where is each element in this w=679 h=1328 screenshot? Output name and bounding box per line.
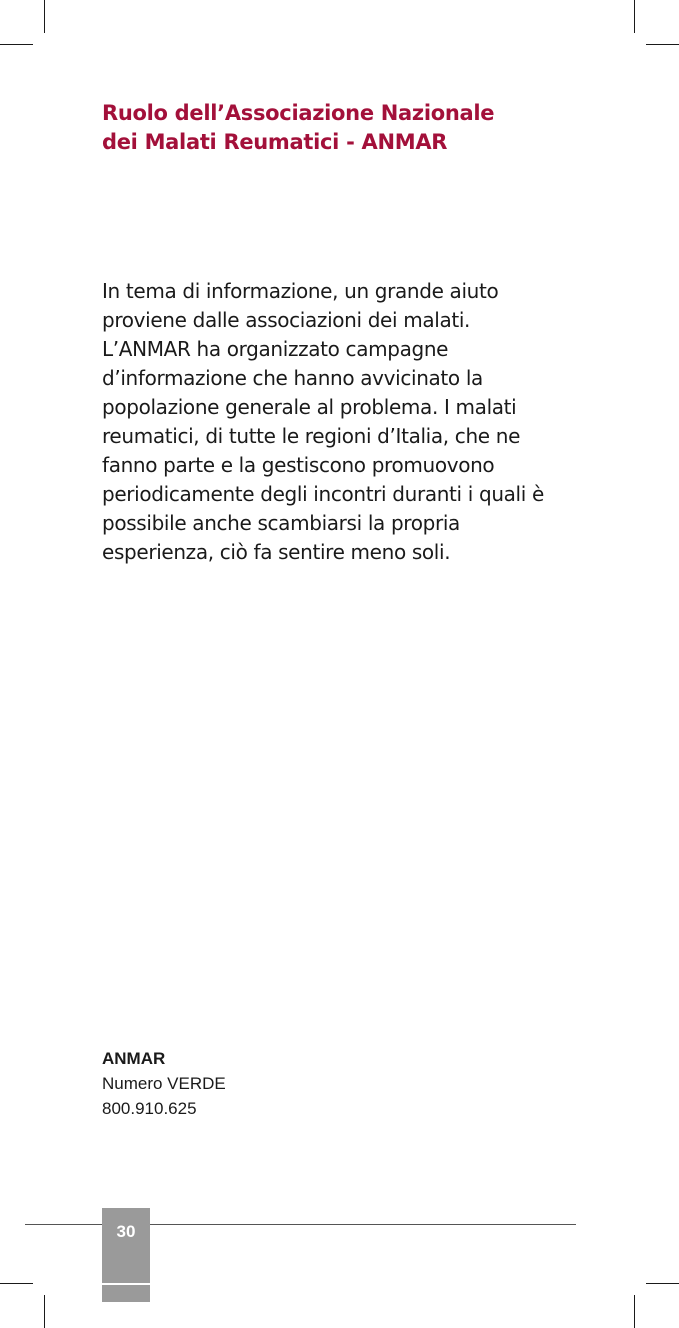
page-number-tab-base	[102, 1285, 150, 1302]
crop-mark-bottom-right-vertical	[634, 1295, 635, 1328]
page-number-tab	[102, 1208, 150, 1283]
body-line: d’informazione che hanno avvicinato la	[102, 366, 483, 390]
body-paragraph	[102, 277, 602, 567]
contact-label: Numero VERDE	[102, 1074, 226, 1093]
crop-mark-top-right-vertical	[634, 0, 635, 33]
crop-mark-top-left-vertical	[44, 0, 45, 33]
crop-mark-bottom-left-vertical	[44, 1295, 45, 1328]
crop-mark-top-left-horizontal	[0, 44, 33, 45]
page-title	[102, 99, 622, 157]
page-number: 30	[116, 1222, 136, 1241]
body-line: esperienza, ciò fa sentire meno soli.	[102, 540, 451, 564]
crop-mark-top-right-horizontal	[646, 44, 679, 45]
body-line: possibile anche scambiarsi la propria	[102, 511, 460, 535]
body-line: fanno parte e la gestiscono promuovono	[102, 453, 495, 477]
contact-phone-number: 800.910.625	[102, 1099, 197, 1118]
body-line: In tema di informazione, un grande aiuto	[102, 279, 499, 303]
contact-organization: ANMAR	[102, 1049, 166, 1068]
page-title-line-1: Ruolo dell’Associazione Nazionale	[102, 101, 495, 125]
body-line: periodicamente degli incontri duranti i quali è	[102, 482, 544, 506]
body-line: reumatici, di tutte le regioni d’Italia, che ne	[102, 424, 521, 448]
crop-mark-bottom-right-horizontal	[646, 1283, 679, 1284]
body-line: proviene dalle associazioni dei malati.	[102, 308, 471, 332]
page-title-line-2: dei Malati Reumatici - ANMAR	[102, 130, 448, 154]
body-line: popolazione generale al problema. I malati	[102, 395, 517, 419]
crop-mark-bottom-left-horizontal	[0, 1283, 33, 1284]
contact-block	[102, 1046, 226, 1121]
body-line: L’ANMAR ha organizzato campagne	[102, 337, 449, 361]
